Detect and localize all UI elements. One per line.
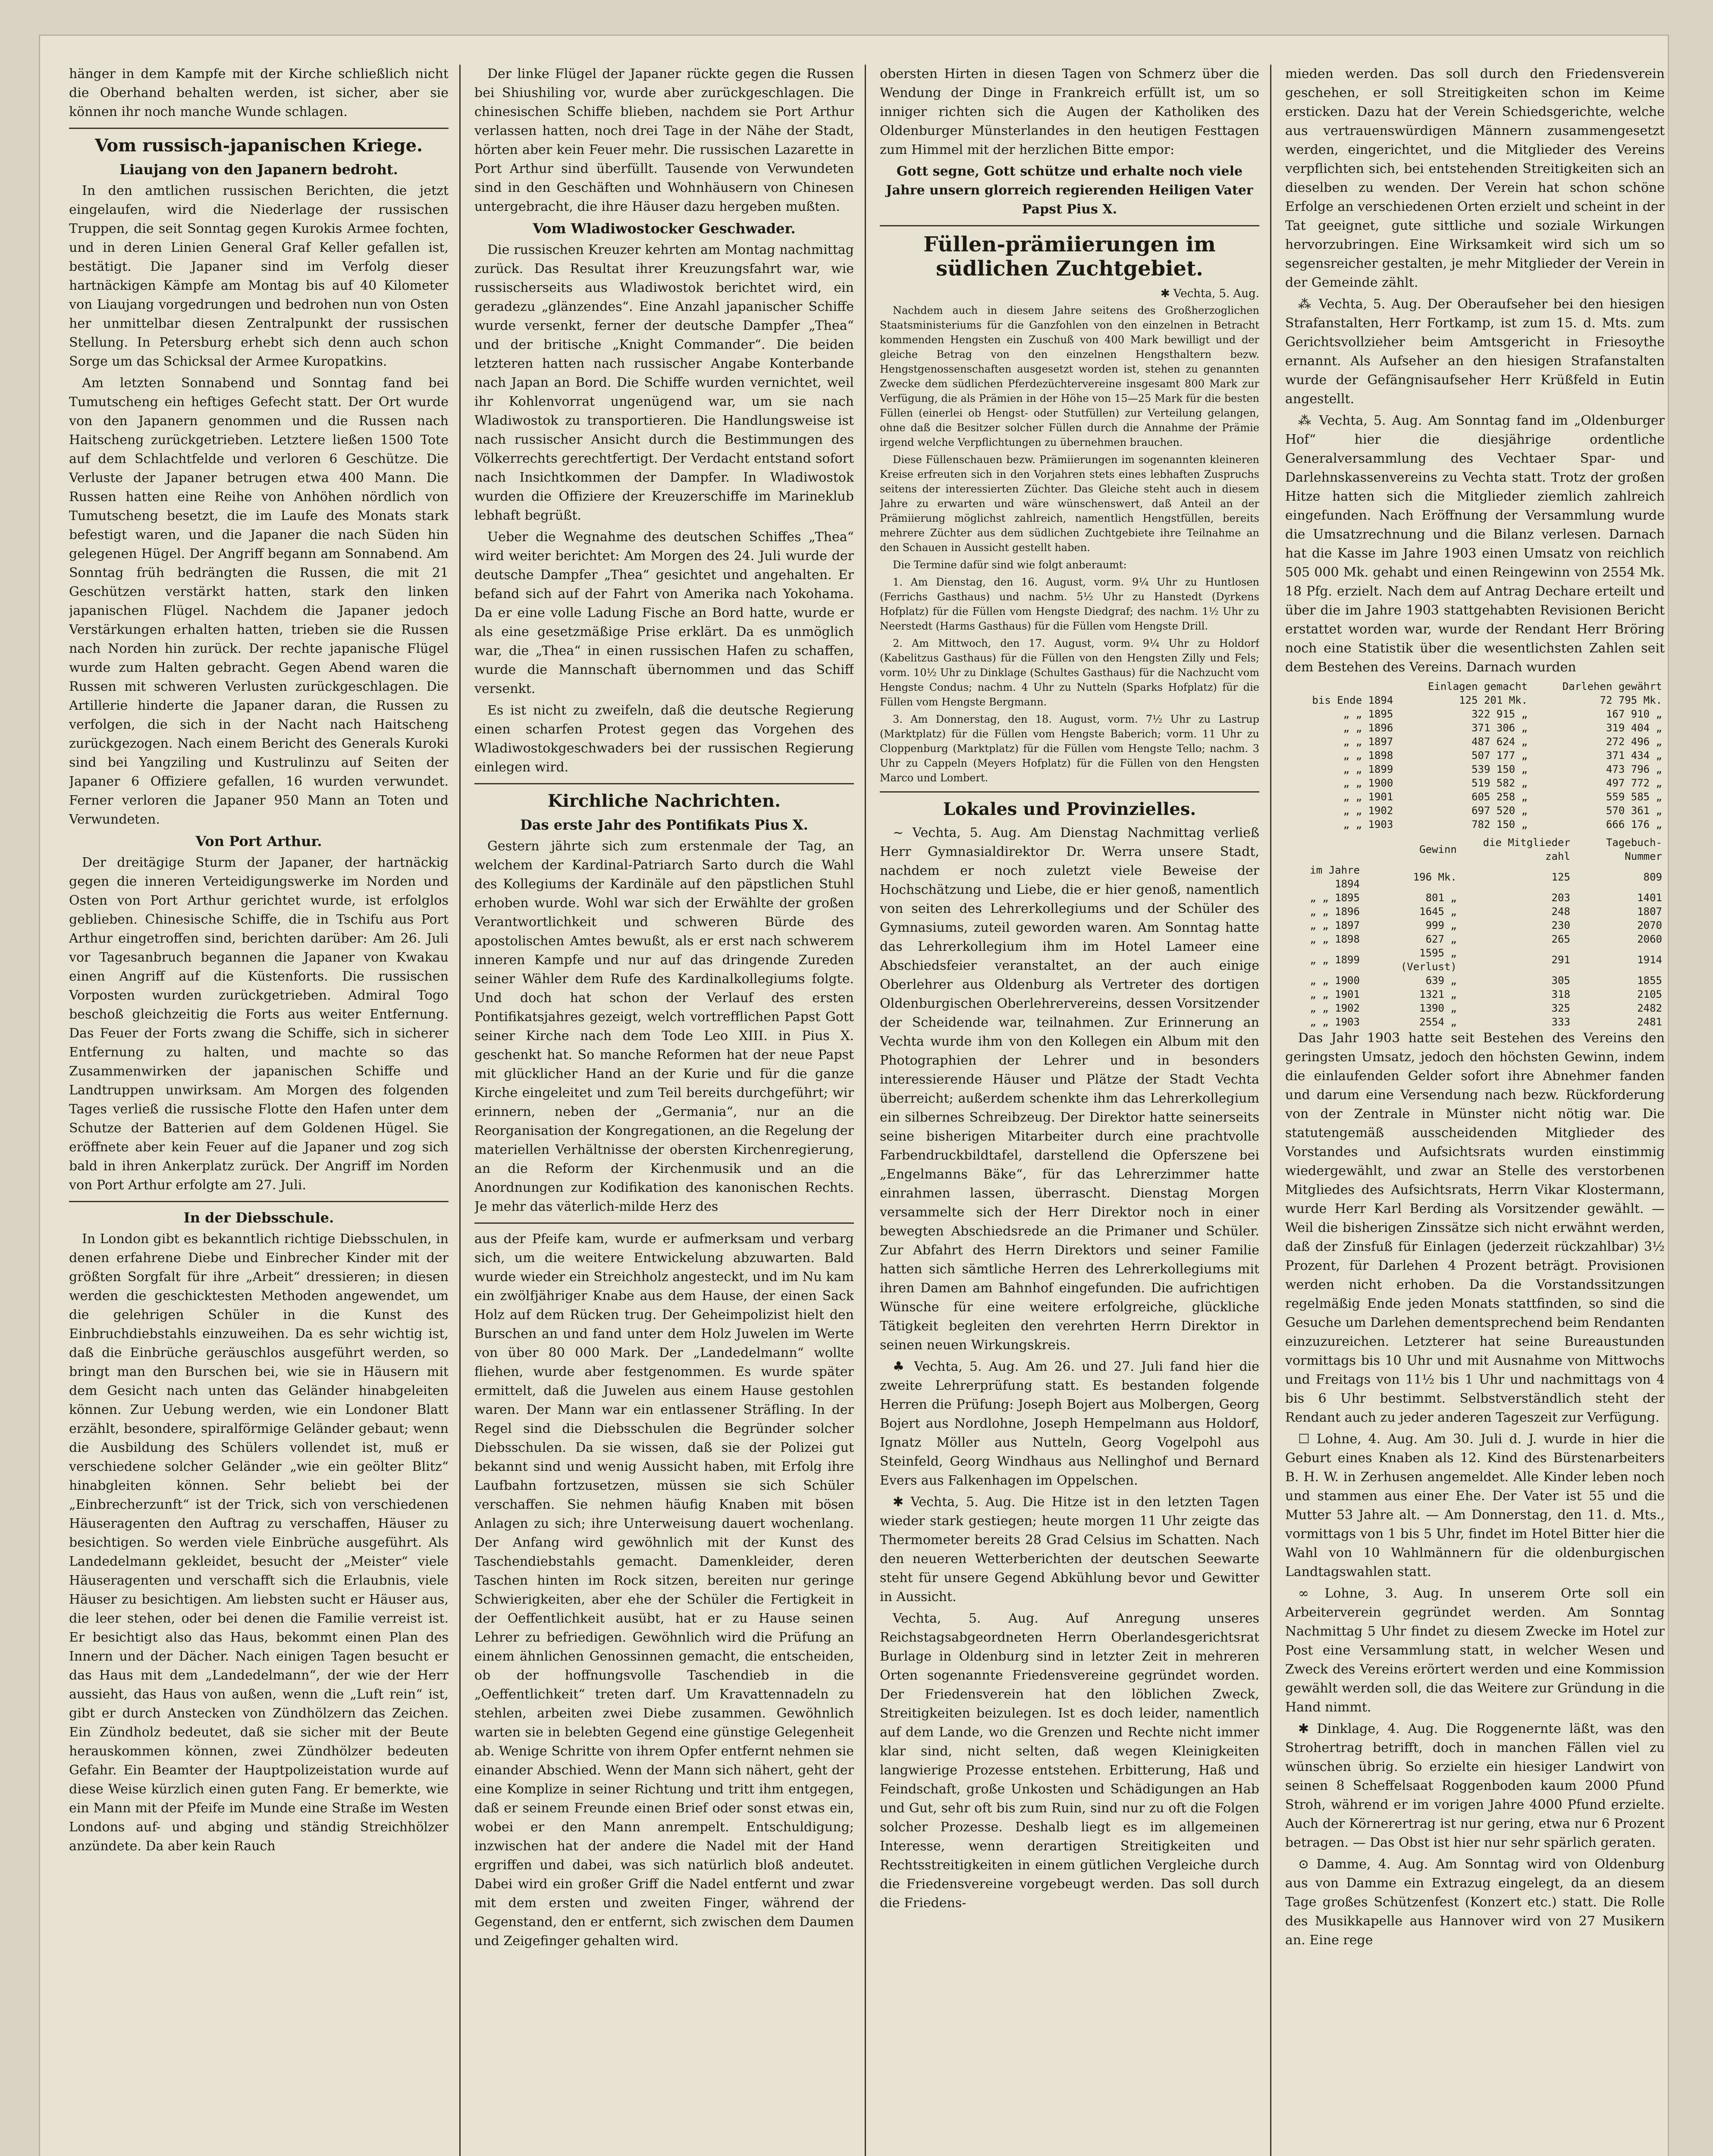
table-row [1285, 693, 1665, 707]
table-row [1285, 1001, 1665, 1015]
table-row [1285, 790, 1665, 804]
table-cell: 809 [1643, 871, 1662, 883]
article-paragraph: ♣ Vechta, 5. Aug. Am 26. und 27. Juli fand hier die zweite Lehrerprüfung statt. Es bestanden folgende Herren die Prüfung: Joseph Bojert aus Molbergen, Georg Bojert aus Nordlohne, Joseph Hempelmann aus Holdorf, Ignatz Möller aus Nutteln, Georg Vogelpohl aus Steinfeld, Georg Windhaus aus Nellinghof und Bernard Evers aus Falkenhagen im Oppelschen. [880, 1359, 1259, 1488]
table-cell: 1401 [1637, 892, 1662, 904]
table-cell: 2554 „ [1419, 1016, 1457, 1028]
table-cell: „ „ 1897 [1310, 919, 1360, 931]
table-cell: 2070 [1637, 919, 1662, 931]
table-cell: 305 [1551, 975, 1570, 987]
table-row [1285, 749, 1665, 762]
article-paragraph: Die russischen Kreuzer kehrten am Montag nachmittag zurück. Das Resultat ihrer Kreuzungsfahrt war, wie russischerseits aus Wladiwostok berichtet wird, ein geradezu „glänzendes“. Eine Anzahl japanischer Schiffe wurde versenkt, ferner der deutsche Dampfer „Thea“ und der britische „Knight Commander“. Die beiden letzteren hatten nach russischer Angabe Konterbande nach Japan an Bord. Die Schiffe wurden vernichtet, weil ihr Kohlenvorrat ungenügend war, um sie nach Wladiwostok zu transportieren. Die Handlungsweise ist nach russischer Ansicht durch die Bestimmungen des Völkerrechts gerechtfertigt. Der Verdacht entstand sofort nach Insichtkommen der Dampfer. In Wladiwostok wurden die Offiziere der Kreuzerschiffe im Marineklub lebhaft begrüßt. [474, 242, 854, 523]
table-cell: 318 [1551, 988, 1570, 1000]
table-cell: „ „ 1900 [1343, 777, 1393, 789]
article-paragraph: Der dreitägige Sturm der Japaner, der hartnäckig gegen die inneren Verteidigungswerke im Norden und Osten von Port Arthur gerichtet wurde, ist erfolglos geblieben. Chinesische Schiffe, die in Tschifu aus Port Arthur eingetroffen sind, berichten darüber: Am 26. Juli vor Tagesanbruch begannen die Japaner von Kwakau einen Angriff auf die Küstenforts. Die russischen Vorposten wurden zurückgetrieben. Admiral Togo beschoß gleichzeitig die Forts aus weiter Entfernung. Das Feuer der Forts zwang die Schiffe, sich in sicherer Entfernung zu halten, und machte so das Zusammenwirken der japanischen Schiffe und Landtruppen unwirksam. Am Morgen des folgenden Tages verließ die russische Flotte den Hafen unter dem Schutze der Batterien auf dem Goldenen Hügel. Sie eröffnete aber kein Feuer auf die Japaner und zog sich bald in ihren Ankerplatz zurück. Der Angriff im Norden von Port Arthur erfolgte am 27. Juli. [69, 855, 449, 1193]
small-paragraph: 1. Am Dienstag, den 16. August, vorm. 9¼ Uhr zu Huntlosen (Ferrichs Gasthaus) und nachm. 5½ Uhr zu Hanstedt (Dyrkens Hofplatz) für die Füllen vom Hengste Diedgraf; des nachm. 1½ Uhr zu Neerstedt (Harms Gasthaus) für die Füllen vom Hengste Drill. [880, 576, 1259, 632]
table-header [1285, 836, 1362, 863]
table-cell: „ „ 1896 [1343, 722, 1393, 734]
divider [880, 225, 1259, 226]
table-cell: 1321 „ [1419, 988, 1457, 1000]
table-cell: 203 [1551, 892, 1570, 904]
heading-diebsschule: In der Diebsschule. [183, 1210, 334, 1226]
subheading-pontifikat: Das erste Jahr des Pontifikats Pius X. [520, 817, 808, 833]
table-cell: 2105 [1637, 988, 1662, 1000]
table-cell: „ „ 1896 [1310, 906, 1360, 918]
article-paragraph: ⁂ Vechta, 5. Aug. Am Sonntag fand im „Oldenburger Hof“ hier die diesjährige ordentliche Generalversammlung des Vechtaer Spar- und Darlehnskassenvereins zu Vechta statt. Trotz der großen Hitze hatten sich die Mitglieder ziemlich zahlreich eingefunden. Nach Eröffnung der Versammlung wurde die Umsatzrechnung und die Bilanz verlesen. Darnach hat die Kasse im Jahre 1903 einen Umsatz von reichlich 505 000 Mk. gehabt und einen Reingewinn von 2554 Mk. 18 Pfg. erzielt. Nach dem auf Antrag Dechare erteilt und über die im Jahre 1903 stattgehabten Revisionen Bericht erstattet worden war, wurde der Rendant Herr Bröring noch eine Statistik über die wesentlichsten Zahlen seit dem Bestehen des Vereins. Darnach wurden [1285, 413, 1665, 675]
col1-intro: hänger in dem Kampfe mit der Kirche schließlich nicht die Oberhand behalten werden, ist sicher, aber sie können ihr noch manche Wunde schlagen. [69, 66, 449, 119]
table-cell: „ „ 1899 [1310, 954, 1360, 966]
column-1 [69, 65, 449, 2156]
section-heading-war: Vom russisch-japanischen Kriege. [94, 135, 423, 156]
table-cell: „ „ 1895 [1343, 708, 1393, 720]
table-cell: 265 [1551, 933, 1570, 945]
table-cell: 539 150 „ [1471, 763, 1528, 775]
table-cell: „ „ 1900 [1310, 975, 1360, 987]
table-header: Gewinn [1419, 843, 1457, 856]
table-row [1285, 918, 1665, 932]
table-cell: 497 772 „ [1606, 777, 1662, 789]
article-paragraph: Vechta, 5. Aug. Auf Anregung unseres Reichstagsabgeordneten Herrn Oberlandesgerichtsrat Burlage in Oldenburg sind in letzter Zeit in mehreren Orten sogenannte Friedensvereine gegründet worden. Der Friedensverein hat den löblichen Zweck, Streitigkeiten beizulegen. Ist es doch leider, namentlich auf dem Lande, wo die Grenzen und Rechte nicht immer klar sind, nicht selten, daß wegen Kleinigkeiten langwierige Prozesse entstehen. Erbitterung, Haß und Feindschaft, große Unkosten und Schädigungen an Hab und Gut, sehr oft bis zum Ruin, sind nur zu oft die Folgen solcher Prozesse. Deshalb liegt es im allgemeinen Interesse, wenn derartigen Streitigkeiten und Rechtsstreitigkeiten in einem gütlichen Vergleiche durch die Friedensvereine vorgebeugt werden. Das soll durch die Friedens- [880, 1611, 1259, 1911]
newspaper-page [39, 34, 1669, 2156]
table-row [1285, 707, 1665, 721]
table-cell: 1390 „ [1419, 1002, 1457, 1014]
table-cell: 272 496 „ [1606, 736, 1662, 748]
table-cell: 125 201 Mk. [1459, 694, 1528, 706]
table-row [1285, 776, 1665, 790]
table-cell: 627 „ [1425, 933, 1457, 945]
table-row [1285, 721, 1665, 735]
table-cell: 196 Mk. [1413, 871, 1457, 883]
table-cell: „ „ 1903 [1310, 1016, 1360, 1028]
dateline: ✱ Vechta, 5. Aug. [1160, 287, 1259, 300]
article-paragraph: ✱ Vechta, 5. Aug. Die Hitze ist in den letzten Tagen wieder stark gestiegen; heute morgen 11 Uhr zeigte das Thermometer bereits 28 Grad Celsius im Schatten. Nach den neueren Wetterberichten der deutschen Seewarte steht für unsere Gegend Abkühlung bevor und Gewitter in Aussicht. [880, 1495, 1259, 1604]
heading-fuellen: Füllen-prämiierungen im südlichen Zuchtgebiet. [923, 232, 1216, 281]
table-cell: 2481 [1637, 1016, 1662, 1028]
table-row [1285, 932, 1665, 946]
table-cell: 559 585 „ [1606, 791, 1662, 803]
table-row [1285, 905, 1665, 918]
table-cell: „ „ 1897 [1343, 736, 1393, 748]
table-cell: 666 176 „ [1606, 818, 1662, 830]
table-cell: 371 306 „ [1471, 722, 1528, 734]
table-row [1285, 863, 1665, 891]
article-paragraph: ⁂ Vechta, 5. Aug. Der Oberaufseher bei den hiesigen Strafanstalten, Herr Fortkamp, ist zum 15. d. Mts. zum Gerichtsvollzieher beim Amtsgericht in Friesoythe ernannt. Als Aufseher an den hiesigen Strafanstalten wurde der Gefängnisaufseher Herr Krüßfeld in Eutin angestellt. [1285, 297, 1665, 407]
article-paragraph: Das Jahr 1903 hatte seit Bestehen des Vereins den geringsten Umsatz, jedoch den höchsten Gewinn, indem die einlaufenden Gelder sofort ihre Abnehmer fanden und darum eine Versendung nach bezw. Rückforderung von der Zentrale in Münster nicht nötig war. Die statutengemäß ausscheidenden Mitglieder des Vorstandes und Aufsichtsrats wurden einstimmig wiedergewählt, und zwar an Stelle des verstorbenen Mitgliedes des Aufsichtsrats, Herrn Vikar Klostermann, wurde Herr Karl Berding als Vorsitzender gewählt. — Weil die bisherigen Zinssätze sich nicht erwähnt werden, daß der Zinsfuß für Einlagen (jederzeit rückzahlbar) 3½ Prozent, für Darlehen 4 Prozent beträgt. Provisionen werden nicht erhoben. Da die Vorstandssitzungen regelmäßig Ende jeden Monats stattfinden, so sind die Gesuche um Darlehen dementsprechend beim Rendanten einzuzureichen. Letzterer hat seine Bureaustunden vormittags bis 10 Uhr und mit Ausnahme von Mittwochs und Freitags von 11½ bis 1 Uhr und nachmittags von 4 bis 6 Uhr bestimmt. Selbstverständlich steht der Rendant auch zu jeder anderen Tageszeit zur Verfügung. [1285, 1031, 1665, 1425]
table-cell: 2482 [1637, 1002, 1662, 1014]
prayer-text: Gott segne, Gott schütze und erhalte noch viele Jahre unsern glorreich regierenden Heiligen Vater Papst Pius X. [886, 164, 1253, 217]
article-paragraph: Am letzten Sonnabend und Sonntag fand bei Tumutscheng ein heftiges Gefecht statt. Der Ort wurde von den Japanern genommen und die Russen nach Haitscheng zurückgetrieben. Letztere ließen 1500 Tote auf dem Schlachtfelde und verloren 6 Geschütze. Die Verluste der Japaner betrugen etwa 400 Mann. Die Russen hatten eine Reihe von Anhöhen nördlich von Tumutscheng besetzt, die im Laufe des Monats stark befestigt waren, und die Japaner die nach Süden hin gelegenen Hügel. Der Angriff begann am Sonnabend. Am Sonntag früh bedrängten die Russen, die mit 21 Geschützen verstärkt hatten, stark den linken japanischen Flügel. Nachdem die Japaner jedoch Verstärkungen erhalten hatten, trieben sie die Russen nach Norden hin zurück. Der rechte japanische Flügel wurde zum Halten gebracht. Gegen Abend waren die Russen mit schweren Verlusten zurückgeschlagen. Die Artillerie hinderte die Japaner daran, die Russen zu verfolgen, die sich in der Nacht nach Haitscheng zurückgezogen. Nach einem Bericht des Generals Kuroki sind bei Yangziling und Kustrulinzu auf Seiten der Japaner 6 Offiziere gefallen, 16 wurden verwundet. Ferner verloren die Japaner 950 Mann an Toten und Verwundeten. [69, 376, 449, 827]
small-paragraph: 2. Am Mittwoch, den 17. August, vorm. 9¼ Uhr zu Holdorf (Kabelitzus Gasthaus) für die Füllen von den Hengsten Zilly und Fels; vorm. 10½ Uhr zu Dinklage (Schultes Gasthaus) für die Nachzucht vom Hengste Condus; nachm. 4 Uhr zu Nutteln (Sparks Hofplatz) für die Füllen vom Hengste Bergmann. [880, 637, 1259, 708]
article-paragraph: Ueber die Wegnahme des deutschen Schiffes „Thea“ wird weiter berichtet: Am Morgen des 24. Juli wurde der deutsche Dampfer „Thea“ gesichtet und angehalten. Er befand sich auf der Fahrt von Amerika nach Yokohama. Da er eine volle Ladung Fische an Bord hatte, wurde er als eine gesetzmäßige Prise erklärt. Da es unmöglich war, die „Thea“ in einen russischen Hafen zu schaffen, wurde die Mannschaft übernommen und das Schiff versenkt. [474, 530, 854, 696]
article-paragraph: aus der Pfeife kam, wurde er aufmerksam und verbarg sich, um die weitere Entwickelung abzuwarten. Bald wurde wieder ein Streichholz angesteckt, und im Nu kam ein zwölfjähriger Knabe aus dem Hause, der einen Sack Holz auf dem Rücken trug. Der Geheimpolizist hielt den Burschen an und fand unter dem Holz Juwelen im Werte von über 80 000 Mark. Der „Landedelmann“ wollte fliehen, wurde aber festgenommen. Es wurde später ermittelt, daß die Juwelen aus einem Hause gestohlen waren. Der Mann war ein entlassener Sträfling. In der Regel sind die Diebsschulen die Begründer solcher Diebsschulen. Da sie wissen, daß sie der Polizei gut bekannt sind und wenig Aussicht haben, mit Erfolg ihre Laufbahn fortzusetzen, müssen sie sich Schüler verschaffen. Sie nehmen häufig Knaben mit bösen Anlagen zu sich; ihre Unterweisung dauert wochenlang. Der Anfang wird gewöhnlich mit der Kunst des Taschendiebstahls gemacht. Damenkleider, deren Taschen hinten im Rock sitzen, bereiten nur geringe Schwierigkeiten, aber ehe der Schüler die Fertigkeit in der Oeffentlichkeit ausübt, hat er zu Hause seinen Lehrer zu befriedigen. Gewöhnlich wird die Prüfung an einem ähnlichen Genossinnen gemacht, die entscheiden, ob der hoffnungsvolle Taschendieb in die „Oeffentlichkeit“ treten darf. Um Kravattennadeln zu stehlen, arbeiten zwei Diebe zusammen. Gewöhnlich warten sie in belebten Gegend eine günstige Gelegenheit ab. Wenige Schritte von ihrem Opfer entfernt nehmen sie einander Abschied. Wenn der Mann sich nähert, geht der eine Komplize in seiner Richtung und tritt ihm entgegen, daß er seinem Freunde einen Brief oder sonst etwas ein, wobei er den Mann anrempelt. Entschuldigung; inzwischen hat der andere die Nadel mit der Hand ergriffen und dabei, was sich natürlich bloß andeutet. Dabei wird ein großer Griff die Nadel entfernt und zwar mit dem ersten und zweiten Finger, während der Gegenstand, den er entfernt, sich zwischen dem Daumen und Zeigefinger gehalten wird. [474, 1232, 854, 1949]
table-cell: „ „ 1898 [1310, 933, 1360, 945]
table-row [1285, 818, 1665, 831]
table-cell: bis Ende 1894 [1312, 694, 1393, 706]
subheading-port-arthur: Von Port Arthur. [195, 833, 322, 849]
small-paragraph: Die Termine dafür sind wie folgt anberaumt: [893, 559, 1127, 571]
table-cell: 371 434 „ [1606, 749, 1662, 761]
table-cell: 248 [1551, 906, 1570, 918]
divider [474, 783, 854, 784]
table-cell: 322 915 „ [1471, 708, 1528, 720]
small-paragraph: Nachdem auch in diesem Jahre seitens des Großherzoglichen Staatsministeriums für die Ganzfohlen von den einzelnen in Betracht kommenden Hengsten ein Zuschuß von 400 Mark bewilligt und der gleiche Betrag von den einzelnen Hengsthaltern bezw. Hengstgenossenschaften ausgesetzt worden ist, stehen zu genannten Zwecke dem südlichen Pferdezüchtervereine insgesamt 800 Mark zur Verfügung, die als Prämien in der Höhe von 15—25 Mark für die besten Füllen (einerlei ob Hengst- oder Stutfüllen) zur Verteilung gelangen, ohne daß die Besitzer solcher Füllen durch die Annahme der Prämie irgend welche Verpflichtungen zu übernehmen brauchen. [880, 304, 1259, 448]
article-paragraph: ~ Vechta, 5. Aug. Am Dienstag Nachmittag verließ Herr Gymnasialdirektor Dr. Werra unsere Stadt, nachdem er noch zuletzt viele Beweise der Hochschätzung und Liebe, die er hier genoß, namentlich von seiten des Lehrerkollegiums und der Schüler des Gymnasiums, zuteil geworden waren. Am Sonntag hatte das Lehrerkollegium ihm im Hotel Lameer eine Abschiedsfeier veranstaltet, an der auch einige Oberlehrer aus Oldenburg als Vertreter des dortigen Oldenburgischen Oberlehrervereins, dessen Vorsitzender der Scheidende war, teilnahmen. Zur Erinnerung an Vechta wurde ihm von den Kollegen ein Album mit den Photographien der Lehrer und in besonders interessierende Häuser und Plätze der Stadt Vechta überreicht; außerdem schenkte ihm das Lehrerkollegium ein silbernes Schreibzeug. Der Direktor hatte seinerseits seine bisherigen Mitarbeiter durch eine prachtvolle Farbendruckbildtafel, darstellend die Opferszene bei „Engelmanns Bäke“, für das Lehrerzimmer hatte einrahmen lassen, überrascht. Dienstag Morgen versammelte sich der Herr Direktor noch in einer bewegten Abschiedsrede an die Primaner und Schüler. Zur Abfahrt des Herrn Direktors und seiner Familie hatten sich sämtliche Herren des Lehrerkollegiums mit ihren Damen am Bahnhof eingefunden. Die aufrichtigen Wünsche für eine weitere erfolgreiche, glückliche Tätigkeit begleiten den verehrten Herrn Direktor in seinen neuen Wirkungskreis. [880, 825, 1259, 1353]
table-cell: 1595 „ (Verlust) [1400, 947, 1457, 973]
savings-table-body [1285, 693, 1665, 831]
table-cell: 325 [1551, 1002, 1570, 1014]
table-cell: „ „ 1895 [1310, 892, 1360, 904]
table-cell: 319 404 „ [1606, 722, 1662, 734]
table-row [1285, 1015, 1665, 1029]
column-rule [1270, 65, 1271, 2156]
savings-table [1285, 680, 1665, 831]
table-cell: 230 [1551, 919, 1570, 931]
table-cell: 519 582 „ [1471, 777, 1528, 789]
table-row [1285, 987, 1665, 1001]
table-cell: „ „ 1899 [1343, 763, 1393, 775]
table-cell: 333 [1551, 1016, 1570, 1028]
article-paragraph: mieden werden. Das soll durch den Friedensverein geschehen, er soll Streitigkeiten schon im Keime ersticken. Dazu hat der Verein Schiedsgerichte, welche aus vertrauenswürdigen Männern zusammengesetzt werden, eingerichtet, und die Mitglieder des Vereins verpflichten sich, bei entstehenden Streitigkeiten sich an dieselben zu wenden. Der Verein hat schon schöne Erfolge an verschiedenen Orten erzielt und scheint in der Tat geeignet, gute sittliche und soziale Wirkungen hervorzubringen. Eine Wirksamkeit wird sich um so segensreicher gestalten, je mehr Mitglieder der Verein in der Gemeinde zählt. [1285, 66, 1665, 290]
table-cell: 1807 [1637, 906, 1662, 918]
table-row [1285, 804, 1665, 818]
article-paragraph: ∞ Lohne, 3. Aug. In unserem Orte soll ein Arbeiterverein gegründet werden. Am Sonntag Nachmittag 5 Uhr findet zu diesem Zwecke im Hotel zur Post eine Versammlung statt, in welcher Wesen und Zweck des Vereins erörtert werden und eine Kommission gewählt werden soll, die das Weitere zur Gründung in die Hand nimmt. [1285, 1586, 1665, 1715]
table-header: die Mitglieder zahl [1483, 837, 1570, 862]
divider [69, 128, 449, 129]
table-cell: 2060 [1637, 933, 1662, 945]
table-cell: 999 „ [1425, 919, 1457, 931]
table-header: Einlagen gemacht [1428, 680, 1528, 693]
table-cell: „ „ 1902 [1310, 1002, 1360, 1014]
column-rule [459, 65, 461, 2156]
profit-table [1285, 836, 1665, 1029]
table-row [1285, 974, 1665, 987]
table-cell: „ „ 1903 [1343, 818, 1393, 830]
article-paragraph: obersten Hirten in diesen Tagen von Schmerz über die Wendung der Dinge in Frankreich erfüllt ist, um so inniger richten sich die Augen der Katholiken des Oldenburger Münsterlandes in den heutigen Festtagen zum Himmel mit der herzlichen Bitte empor: [880, 66, 1259, 157]
table-cell: 507 177 „ [1471, 749, 1528, 761]
article-paragraph: In den amtlichen russischen Berichten, die jetzt eingelaufen, wird die Niederlage der russischen Truppen, die seit Sonntag gegen Kurokis Armee fochten, und in deren Linien General Graf Keller gefallen ist, bestätigt. Die Japaner sind im Verfolg dieser hartnäckigen Kämpfe am Montag bis auf 40 Kilometer von Liaujang vorgedrungen und bedrohen nun von Osten her unmittelbar diesen Zentralpunkt der russischen Stellung. In Petersburg erhebt sich denn auch schon Sorge um das Schicksal der Armee Kuropatkins. [69, 183, 449, 369]
table-cell: 639 „ [1425, 975, 1457, 987]
table-cell: 1855 [1637, 975, 1662, 987]
table-cell: 473 796 „ [1606, 763, 1662, 775]
table-cell: 125 [1551, 871, 1570, 883]
table-cell: 72 795 Mk. [1600, 694, 1662, 706]
profit-table-body [1285, 863, 1665, 1029]
table-cell: 697 520 „ [1471, 805, 1528, 817]
table-row [1285, 762, 1665, 776]
table-cell: 291 [1551, 954, 1570, 966]
table-cell: 167 910 „ [1606, 708, 1662, 720]
article-paragraph: ✱ Dinklage, 4. Aug. Die Roggenernte läßt, was den Strohertrag betrifft, doch in manchen Fällen viel zu wünschen übrig. So erzielte ein hiesiger Landwirt von seinen 8 Scheffelsaat Roggenboden kaum 2000 Pfund Stroh, während er im vorigen Jahre 4000 Pfund erzielte. Auch der Körnerertrag ist nur gering, etwa nur 6 Prozent betragen. — Das Obst ist hier nur sehr spärlich geraten. [1285, 1721, 1665, 1850]
table-header [1285, 680, 1396, 693]
table-cell: 1914 [1637, 954, 1662, 966]
column-3 [880, 65, 1259, 2156]
heading-lokales: Lokales und Provinzielles. [943, 799, 1196, 819]
table-row [1285, 891, 1665, 905]
article-paragraph: Der linke Flügel der Japaner rückte gegen die Russen bei Shiushiling vor, wurde aber zurückgeschlagen. Die chinesischen Schiffe blieben, nachdem sie Port Arthur verlassen hatten, noch drei Tage in der Nähe der Stadt, hörten aber kein Feuer mehr. Die russischen Lazarette in Port Arthur sind überfüllt. Tausende von Verwundeten sind in den Geschäften und Wohnhäusern von Chinesen untergebracht, die ihre Häuser dazu hergeben mußten. [474, 66, 854, 214]
heading-kirchliche: Kirchliche Nachrichten. [547, 791, 781, 811]
table-cell: „ „ 1901 [1310, 988, 1360, 1000]
subheading-liaujang: Liaujang von den Japanern bedroht. [119, 161, 398, 178]
table-cell: 487 624 „ [1471, 736, 1528, 748]
column-2 [474, 65, 854, 2156]
article-paragraph: In London gibt es bekanntlich richtige Diebsschulen, in denen erfahrene Diebe und Einbrecher Kinder mit der größten Sorgfalt für ihre „Arbeit“ dressieren; in diesen werden die geschicktesten Methoden angewendet, um die gelehrigen Schüler in die Kunst des Einbruchdiebstahls einzuweihen. Da es sehr wichtig ist, daß die Einbrüche geräuschlos ausgeführt werden, so bringt man den Burschen bei, wie sie in Häusern mit dem Gesicht nach unten das Geländer hinabgeleiten können. Zur Uebung werden, wie ein Londoner Blatt erzählt, besondere, spiralförmige Geländer gebaut; wenn die Ausbildung des Schülers vollendet ist, muß er verschiedene solcher Geländer „wie ein geölter Blitz“ hinabgleiten können. Sehr beliebt bei der „Einbrecherzunft“ ist der Trick, sich von verschiedenen Häuseragenten den Auftrag zu verschaffen, Häuser zu besichtigen. So werden viele Einbrüche ausgeführt. Als Landedelmann gekleidet, besucht der „Meister“ viele Häuseragenten und verschafft sich die Erlaubnis, viele Häuser zu besichtigen. Am liebsten sucht er Häuser aus, die leer stehen, oder bei denen die Familie verreist ist. Er besichtigt also das Haus, bekommt einen Plan des Innern und der Dächer. Nach einigen Tagen besucht er das Haus mit dem „Landedelmann“, der wie der Herr aussieht, das Haus von außen, wenn die „Luft rein“ ist, gibt er durch Anstecken von Zündhölzern das Zeichen. Ein Zündholz bedeutet, daß sie sicher mit der Beute herauskommen können, zwei Zündhölzer bedeuten Gefahr. Ein Beamter der Hauptpolizeistation wurde auf diese Weise kürzlich einen guten Fang. Er bemerkte, wie ein Mann mit der Pfeife im Munde eine Straße im Westen Londons auf- und abging und ständig Streichhölzer anzündete. Da aber kein Rauch [69, 1232, 449, 1854]
table-cell: 801 „ [1425, 892, 1457, 904]
table-cell: „ „ 1898 [1343, 749, 1393, 761]
column-rule [865, 65, 866, 2156]
article-paragraph: Gestern jährte sich zum erstenmale der Tag, an welchem der Kardinal-Patriarch Sarto durch die Wahl des Kollegiums der Kardinäle auf den päpstlichen Stuhl erhoben wurde. Wohl war sich der Erwählte der großen Verantwortlichkeit und schweren Bürde des apostolischen Amtes bewußt, als er erst nach schwerem inneren Kampfe und nur auf das dringende Zureden seiner Wähler dem Rufe des Kardinalkollegiums folgte. Und doch hat schon der Verlauf des ersten Pontifikatsjahres gezeigt, welch vortrefflichen Papst Gott seiner Kirche nach dem Tode Leo XIII. in Pius X. geschenkt hat. So manche Reformen hat der neue Papst mit glücklicher Hand an der Kurie und für die ganze Kirche eingeleitet und zum Teil bereits durchgeführt; wir erinnern, neben der „Germania“, nur an die Reorganisation der Kongregationen, an die Regelung der materiellen Verhältnisse der obersten Kirchenregierung, an die Reform der Kirchenmusik und an die Anordnungen zur Kodifikation des kanonischen Rechts. Je mehr das väterlich-milde Herz des [474, 839, 854, 1214]
article-paragraph: Es ist nicht zu zweifeln, daß die deutsche Regierung einen scharfen Protest gegen das Vorgehen des Wladiwostokgeschwaders bei der russischen Regierung einlegen wird. [474, 703, 854, 775]
article-paragraph: ☐ Lohne, 4. Aug. Am 30. Juli d. J. wurde in hier die Geburt eines Knaben als 12. Kind des Bürstenarbeiters B. H. W. in Zerhusen angemeldet. Alle Kinder leben noch und stammen aus einer Ehe. Der Vater ist 55 und die Mutter 53 Jahre alt. — Am Donnerstag, den 11. d. Mts., vormittags von 1 bis 5 Uhr, findet im Hotel Bitter hier die Wahl von 10 Wahlmännern für die oldenburgischen Landtagswahlen statt. [1285, 1432, 1665, 1579]
table-cell: im Jahre 1894 [1310, 864, 1360, 890]
table-header: Tagebuch-Nummer [1606, 837, 1662, 862]
table-cell: 782 150 „ [1471, 818, 1528, 830]
table-cell: 570 361 „ [1606, 805, 1662, 817]
small-paragraph: Diese Füllenschauen bezw. Prämiierungen im sogenannten kleineren Kreise erfreuten sich in den Vorjahren stets eines lebhaften Zuspruchs seitens der interessierten Züchter. Das Gleiche steht auch in diesem Jahre zu erwarten und wäre wünschenswert, daß Anteil an der Prämiierung möglichst zahlreich, namentlich Hengstfüllen, bereits mehrere Züchter aus dem südlichen Zuchtgebiete ihre Teilnahme an den Schauen in Aussicht gestellt haben. [880, 454, 1259, 554]
table-header: Darlehen gewährt [1562, 680, 1662, 693]
table-cell: 605 258 „ [1471, 791, 1528, 803]
article-paragraph: ⊙ Damme, 4. Aug. Am Sonntag wird von Oldenburg aus von Damme ein Extrazug eingelegt, da an diesem Tage großes Schützenfest (Konzert etc.) statt. Die Rolle des Musikkapelle aus Hannover wird von 27 Musikern an. Eine rege [1285, 1857, 1665, 1948]
table-cell: 1645 „ [1419, 906, 1457, 918]
table-row [1285, 946, 1665, 974]
heading-wladiwostok: Vom Wladiwostocker Geschwader. [533, 220, 796, 237]
table-cell: „ „ 1902 [1343, 805, 1393, 817]
column-4 [1285, 65, 1665, 2156]
divider [880, 791, 1259, 793]
divider [474, 1222, 854, 1224]
table-row [1285, 735, 1665, 749]
small-paragraph: 3. Am Donnerstag, den 18. August, vorm. 7½ Uhr zu Lastrup (Marktplatz) für die Füllen vom Hengste Baberich; vorm. 11 Uhr zu Cloppenburg (Marktplatz) für die Füllen vom Hengste Tello; nachm. 3 Uhr zu Cappeln (Meyers Hofplatz) für die Füllen von den Hengsten Marco und Lombert. [880, 713, 1259, 784]
table-cell: „ „ 1901 [1343, 791, 1393, 803]
divider [69, 1201, 449, 1202]
